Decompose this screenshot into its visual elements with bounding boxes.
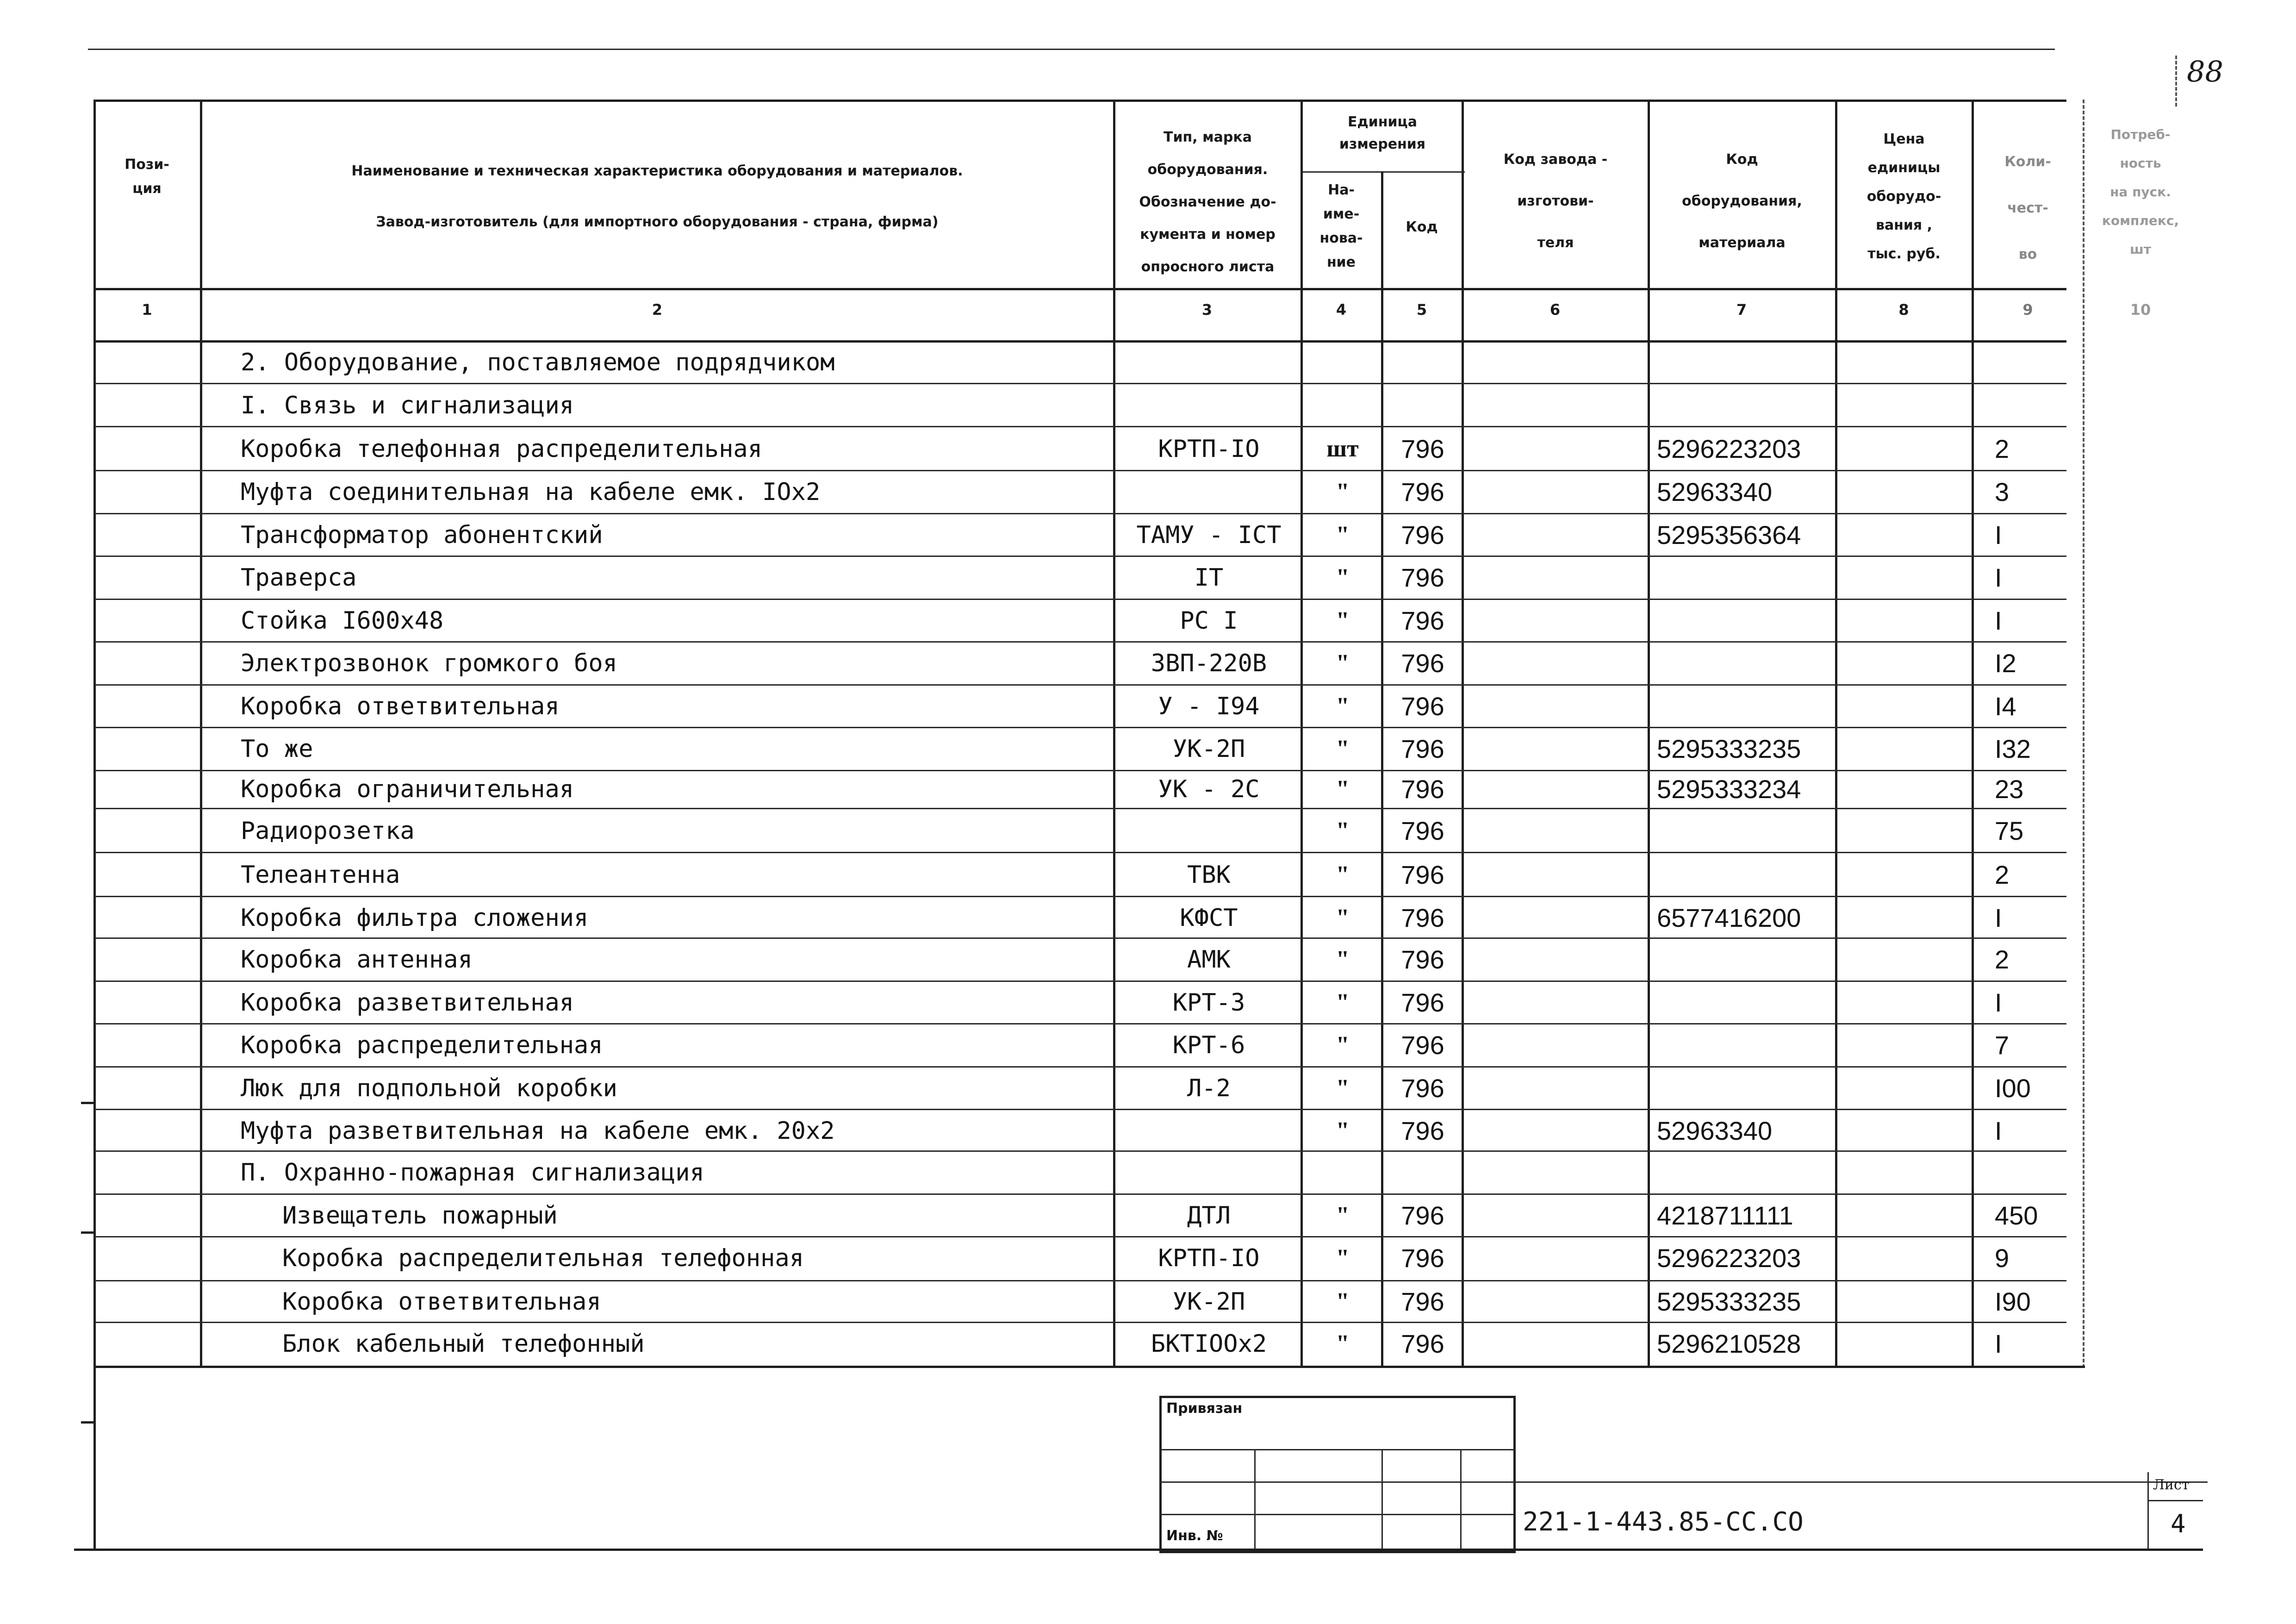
table-row bbox=[0, 1149, 2296, 1194]
stamp-top-line bbox=[1513, 1481, 2208, 1483]
header-equipment-code bbox=[1650, 139, 1834, 264]
stamp-line bbox=[1460, 1449, 1462, 1549]
header-line: ция bbox=[132, 181, 162, 197]
row-name: Коробка ограничительная bbox=[241, 775, 574, 803]
row-quantity: 2 bbox=[1995, 860, 2010, 889]
row-equipment-code: 5296223203 bbox=[1657, 1243, 1801, 1273]
row-unit-code: 796 bbox=[1401, 860, 1444, 889]
row-equipment-code: 4218711111 bbox=[1657, 1201, 1793, 1230]
row-unit: шт bbox=[1326, 436, 1359, 462]
row-type bbox=[1116, 808, 1301, 852]
table-bottom-border bbox=[95, 1366, 2085, 1368]
row-name: Муфта разветвительная на кабеле емк. 20x2 bbox=[241, 1117, 835, 1145]
sheet-number: 4 bbox=[2171, 1509, 2186, 1538]
header-line: Обозначение до- bbox=[1139, 194, 1276, 210]
header-line: оборудо- bbox=[1867, 188, 1941, 205]
row-quantity: 3 bbox=[1995, 477, 2010, 506]
column-number: 1 bbox=[142, 301, 152, 319]
header-line: ность bbox=[2120, 156, 2161, 171]
row-name: Коробка распределительная телефонная bbox=[282, 1244, 804, 1272]
row-unit: " bbox=[1336, 946, 1350, 973]
row-equipment-code: 5296210528 bbox=[1657, 1329, 1801, 1358]
header-line: Наименование и техническая характеристика оборудования и материалов. bbox=[351, 163, 963, 179]
header-line: единицы bbox=[1867, 160, 1941, 176]
row-unit-code: 796 bbox=[1401, 520, 1444, 550]
column-number: 6 bbox=[1549, 301, 1561, 319]
row-unit: " bbox=[1336, 1032, 1350, 1058]
table-row bbox=[0, 339, 2296, 384]
table-row bbox=[0, 598, 2296, 642]
row-name: Радиорозетка bbox=[241, 817, 415, 845]
row-unit: " bbox=[1336, 1245, 1350, 1271]
header-line: Потреб- bbox=[2110, 127, 2171, 142]
header-line: шт bbox=[2130, 242, 2151, 257]
row-unit-code: 796 bbox=[1401, 692, 1444, 721]
row-type: КРТП-IO bbox=[1158, 1244, 1260, 1272]
row-equipment-code: 5295356364 bbox=[1657, 520, 1801, 550]
row-unit-code: 796 bbox=[1401, 606, 1444, 635]
row-name: П. Охранно-пожарная сигнализация bbox=[241, 1159, 704, 1187]
row-quantity: I bbox=[1995, 563, 2002, 592]
row-quantity: I90 bbox=[1995, 1287, 2031, 1316]
row-type: КРТ-6 bbox=[1172, 1031, 1245, 1059]
row-unit: " bbox=[1336, 818, 1350, 844]
stamp-line bbox=[1381, 1449, 1383, 1549]
table-row bbox=[0, 1321, 2296, 1365]
header-line: Код завода - bbox=[1503, 151, 1608, 168]
row-type: УК-2П bbox=[1172, 1288, 1245, 1316]
row-quantity: I bbox=[1995, 1116, 2002, 1145]
header-factory-code bbox=[1463, 139, 1648, 264]
row-quantity: I bbox=[1995, 1329, 2002, 1358]
row-quantity: 2 bbox=[1995, 945, 2010, 974]
table-row bbox=[0, 382, 2296, 427]
row-name: Телеантенна bbox=[241, 861, 400, 889]
row-equipment-code: 52963340 bbox=[1657, 477, 1773, 506]
header-line: на пуск. bbox=[2110, 184, 2171, 200]
row-name: Коробка разветвительная bbox=[241, 989, 574, 1017]
row-name: Коробка ответвительная bbox=[241, 693, 560, 720]
header-demand bbox=[2085, 120, 2196, 264]
row-unit-code: 796 bbox=[1401, 649, 1444, 678]
row-type: IT bbox=[1194, 564, 1224, 592]
row-name: Коробка телефонная распределительная bbox=[241, 435, 763, 463]
column-number: 10 bbox=[2130, 301, 2151, 319]
table-row bbox=[0, 937, 2296, 981]
row-equipment-code: 6577416200 bbox=[1657, 903, 1801, 932]
row-type: PC I bbox=[1180, 607, 1238, 635]
row-quantity: I2 bbox=[1995, 649, 2016, 678]
header-line: Завод-изготовитель (для импортного оборудования - страна, фирма) bbox=[376, 214, 939, 230]
column-number: 4 bbox=[1336, 301, 1347, 319]
row-quantity: I bbox=[1995, 520, 2002, 550]
table-row bbox=[0, 1065, 2296, 1110]
header-line: нова- bbox=[1319, 230, 1363, 246]
row-name: Коробка распределительная bbox=[241, 1031, 603, 1059]
header-line: оборудования, bbox=[1682, 193, 1802, 209]
row-unit: " bbox=[1336, 650, 1350, 676]
header-line: ние bbox=[1326, 254, 1356, 270]
header-type bbox=[1116, 121, 1299, 283]
row-unit: " bbox=[1336, 564, 1350, 591]
row-unit-code: 796 bbox=[1401, 477, 1444, 506]
document-code: 221-1-443.85-СС.СО bbox=[1523, 1507, 1804, 1537]
row-unit: " bbox=[1336, 479, 1350, 505]
header-unit-name bbox=[1301, 178, 1381, 275]
row-type: АМК bbox=[1187, 946, 1231, 974]
row-quantity: I bbox=[1995, 988, 2002, 1017]
row-quantity: I32 bbox=[1995, 734, 2031, 763]
row-name: То же bbox=[241, 735, 313, 763]
sheet-box-line bbox=[2147, 1472, 2149, 1549]
row-unit-code: 796 bbox=[1401, 1201, 1444, 1230]
row-type: КРТ-3 bbox=[1172, 989, 1245, 1017]
row-unit-code: 796 bbox=[1401, 1243, 1444, 1273]
row-unit-code: 796 bbox=[1401, 945, 1444, 974]
table-row bbox=[0, 469, 2296, 513]
table-row bbox=[0, 512, 2296, 556]
row-unit: " bbox=[1336, 693, 1350, 719]
stamp-bound-label: Привязан bbox=[1166, 1400, 1243, 1417]
stamp-bottom-line bbox=[74, 1549, 2203, 1551]
header-line: комплекс, bbox=[2102, 213, 2179, 228]
margin-tick bbox=[81, 1231, 95, 1234]
header-line: оборудования. bbox=[1147, 162, 1268, 178]
table-row bbox=[0, 426, 2296, 470]
row-unit-code: 796 bbox=[1401, 563, 1444, 592]
row-quantity: I bbox=[1995, 606, 2002, 635]
row-type: ТВК bbox=[1187, 861, 1231, 889]
row-quantity: I4 bbox=[1995, 692, 2016, 721]
row-unit: " bbox=[1336, 905, 1350, 931]
header-line: Тип, марка bbox=[1164, 129, 1252, 145]
row-type: ЗВП-220В bbox=[1151, 650, 1267, 677]
table-row bbox=[0, 1022, 2296, 1067]
row-type bbox=[1116, 469, 1301, 513]
header-line: Код bbox=[1726, 151, 1758, 168]
row-quantity: I00 bbox=[1995, 1074, 2031, 1103]
row-name: Трансформатор абонентский bbox=[241, 521, 603, 549]
row-unit-code: 796 bbox=[1401, 903, 1444, 932]
row-unit-code: 796 bbox=[1401, 1116, 1444, 1145]
table-top-border bbox=[95, 100, 2066, 102]
row-name: Траверса bbox=[241, 564, 357, 592]
row-unit: " bbox=[1336, 522, 1350, 548]
row-name: Блок кабельный телефонный bbox=[282, 1330, 645, 1358]
row-unit-code: 796 bbox=[1401, 1287, 1444, 1316]
column-number: 5 bbox=[1416, 301, 1427, 319]
table-row bbox=[0, 980, 2296, 1024]
table-row bbox=[0, 1279, 2296, 1323]
margin-tick bbox=[81, 1102, 95, 1104]
row-unit: " bbox=[1336, 1288, 1350, 1315]
header-unit-code: Код bbox=[1406, 219, 1438, 235]
row-type: Л-2 bbox=[1187, 1074, 1231, 1102]
row-equipment-code: 5295333234 bbox=[1657, 775, 1801, 804]
row-unit-code: 796 bbox=[1401, 1074, 1444, 1103]
row-quantity: 7 bbox=[1995, 1031, 2010, 1060]
row-unit-code: 796 bbox=[1401, 1329, 1444, 1358]
table-row bbox=[0, 683, 2296, 728]
table-row bbox=[0, 1193, 2296, 1237]
row-name: Коробка фильтра сложения bbox=[241, 904, 589, 932]
row-equipment-code: 5296223203 bbox=[1657, 434, 1801, 463]
header-line: чест- bbox=[2007, 200, 2048, 216]
row-name: 2. Оборудование, поставляемое подрядчиком bbox=[241, 349, 835, 376]
table-row bbox=[0, 852, 2296, 896]
row-name: Люк для подпольной коробки bbox=[241, 1074, 617, 1102]
row-name: Коробка ответвительная bbox=[282, 1288, 601, 1316]
header-line: Пози- bbox=[124, 156, 169, 173]
row-name: Коробка антенная bbox=[241, 946, 473, 974]
header-line: тыс. руб. bbox=[1867, 246, 1941, 262]
row-type: УК - 2С bbox=[1158, 775, 1260, 803]
row-unit: " bbox=[1336, 862, 1350, 888]
row-quantity: 450 bbox=[1995, 1201, 2038, 1230]
column-number: 7 bbox=[1736, 301, 1747, 319]
header-line: измерения bbox=[1339, 136, 1426, 152]
sheet-box-line bbox=[2147, 1500, 2203, 1501]
header-line: На- bbox=[1328, 182, 1355, 198]
row-unit-code: 796 bbox=[1401, 816, 1444, 845]
row-unit: " bbox=[1336, 1118, 1350, 1144]
row-name: Муфта соединительная на кабеле емк. IOx2 bbox=[241, 478, 821, 506]
row-unit-code: 796 bbox=[1401, 775, 1444, 804]
page-number: 88 bbox=[2187, 55, 2223, 88]
table-row bbox=[0, 766, 2296, 811]
header-line: во bbox=[2018, 246, 2037, 262]
row-equipment-code: 5295333235 bbox=[1657, 1287, 1801, 1316]
row-unit: " bbox=[1336, 607, 1350, 634]
row-equipment-code: 5295333235 bbox=[1657, 734, 1801, 763]
row-unit: " bbox=[1336, 736, 1350, 762]
header-quantity bbox=[1973, 139, 2083, 278]
row-quantity: 23 bbox=[1995, 775, 2024, 804]
table-row bbox=[0, 726, 2296, 770]
header-position bbox=[95, 153, 199, 201]
table-row bbox=[0, 895, 2296, 939]
margin-tick bbox=[81, 1421, 95, 1424]
sheet-label: Лист bbox=[2153, 1477, 2190, 1493]
row-type: КФСТ bbox=[1180, 904, 1238, 932]
header-name bbox=[204, 146, 1111, 248]
column-number: 8 bbox=[1898, 301, 1909, 319]
row-quantity: 75 bbox=[1995, 816, 2024, 845]
header-line: теля bbox=[1537, 235, 1574, 251]
header-bottom-border bbox=[95, 288, 2066, 290]
table-row bbox=[0, 640, 2296, 685]
row-type: У - I94 bbox=[1158, 693, 1260, 720]
header-line: опросного листа bbox=[1141, 259, 1275, 275]
row-quantity: 2 bbox=[1995, 434, 2010, 463]
header-line: име- bbox=[1323, 206, 1360, 222]
stamp-line bbox=[1254, 1449, 1256, 1549]
column-number: 9 bbox=[2022, 301, 2033, 319]
table-row bbox=[0, 1235, 2296, 1280]
table-row bbox=[0, 555, 2296, 599]
header-line: Цена bbox=[1883, 131, 1925, 147]
row-unit-code: 796 bbox=[1401, 734, 1444, 763]
table-row bbox=[0, 1108, 2296, 1152]
row-type: КРТП-IO bbox=[1158, 435, 1260, 463]
header-unit-group bbox=[1301, 111, 1463, 156]
row-unit: " bbox=[1336, 1075, 1350, 1101]
row-type: ДТЛ bbox=[1187, 1202, 1231, 1230]
row-type: УК-2П bbox=[1172, 735, 1245, 763]
row-quantity: 9 bbox=[1995, 1243, 2010, 1273]
header-price bbox=[1836, 125, 1972, 269]
header-line: вания , bbox=[1875, 217, 1933, 233]
page-number-mark bbox=[2175, 56, 2177, 106]
row-unit: " bbox=[1336, 989, 1350, 1016]
row-unit-code: 796 bbox=[1401, 434, 1444, 463]
row-unit-code: 796 bbox=[1401, 1031, 1444, 1060]
row-type: БКТIOOx2 bbox=[1151, 1330, 1267, 1358]
column-number: 3 bbox=[1201, 301, 1213, 319]
row-name: Извещатель пожарный bbox=[282, 1202, 558, 1230]
row-type bbox=[1116, 1108, 1301, 1152]
row-equipment-code: 52963340 bbox=[1657, 1116, 1773, 1145]
header-line: изготови- bbox=[1517, 193, 1594, 209]
column-number: 2 bbox=[652, 301, 663, 319]
table-row bbox=[0, 808, 2296, 852]
row-name: Электрозвонок громкого боя bbox=[241, 650, 617, 677]
top-rule bbox=[88, 49, 2055, 50]
row-quantity: I bbox=[1995, 903, 2002, 932]
row-unit: " bbox=[1336, 1330, 1350, 1357]
row-name: I. Связь и сигнализация bbox=[241, 392, 574, 419]
row-name: Стойка I600x48 bbox=[241, 607, 444, 635]
header-line: Коли- bbox=[2004, 154, 2051, 170]
row-type: ТАМУ - ICT bbox=[1136, 521, 1282, 549]
header-line: кумента и номер bbox=[1140, 226, 1276, 243]
row-unit: " bbox=[1336, 776, 1350, 802]
stamp-inv-label: Инв. № bbox=[1166, 1528, 1223, 1544]
row-unit: " bbox=[1336, 1202, 1350, 1229]
header-line: Единица bbox=[1348, 114, 1417, 130]
row-unit-code: 796 bbox=[1401, 988, 1444, 1017]
header-line: материала bbox=[1699, 235, 1786, 251]
